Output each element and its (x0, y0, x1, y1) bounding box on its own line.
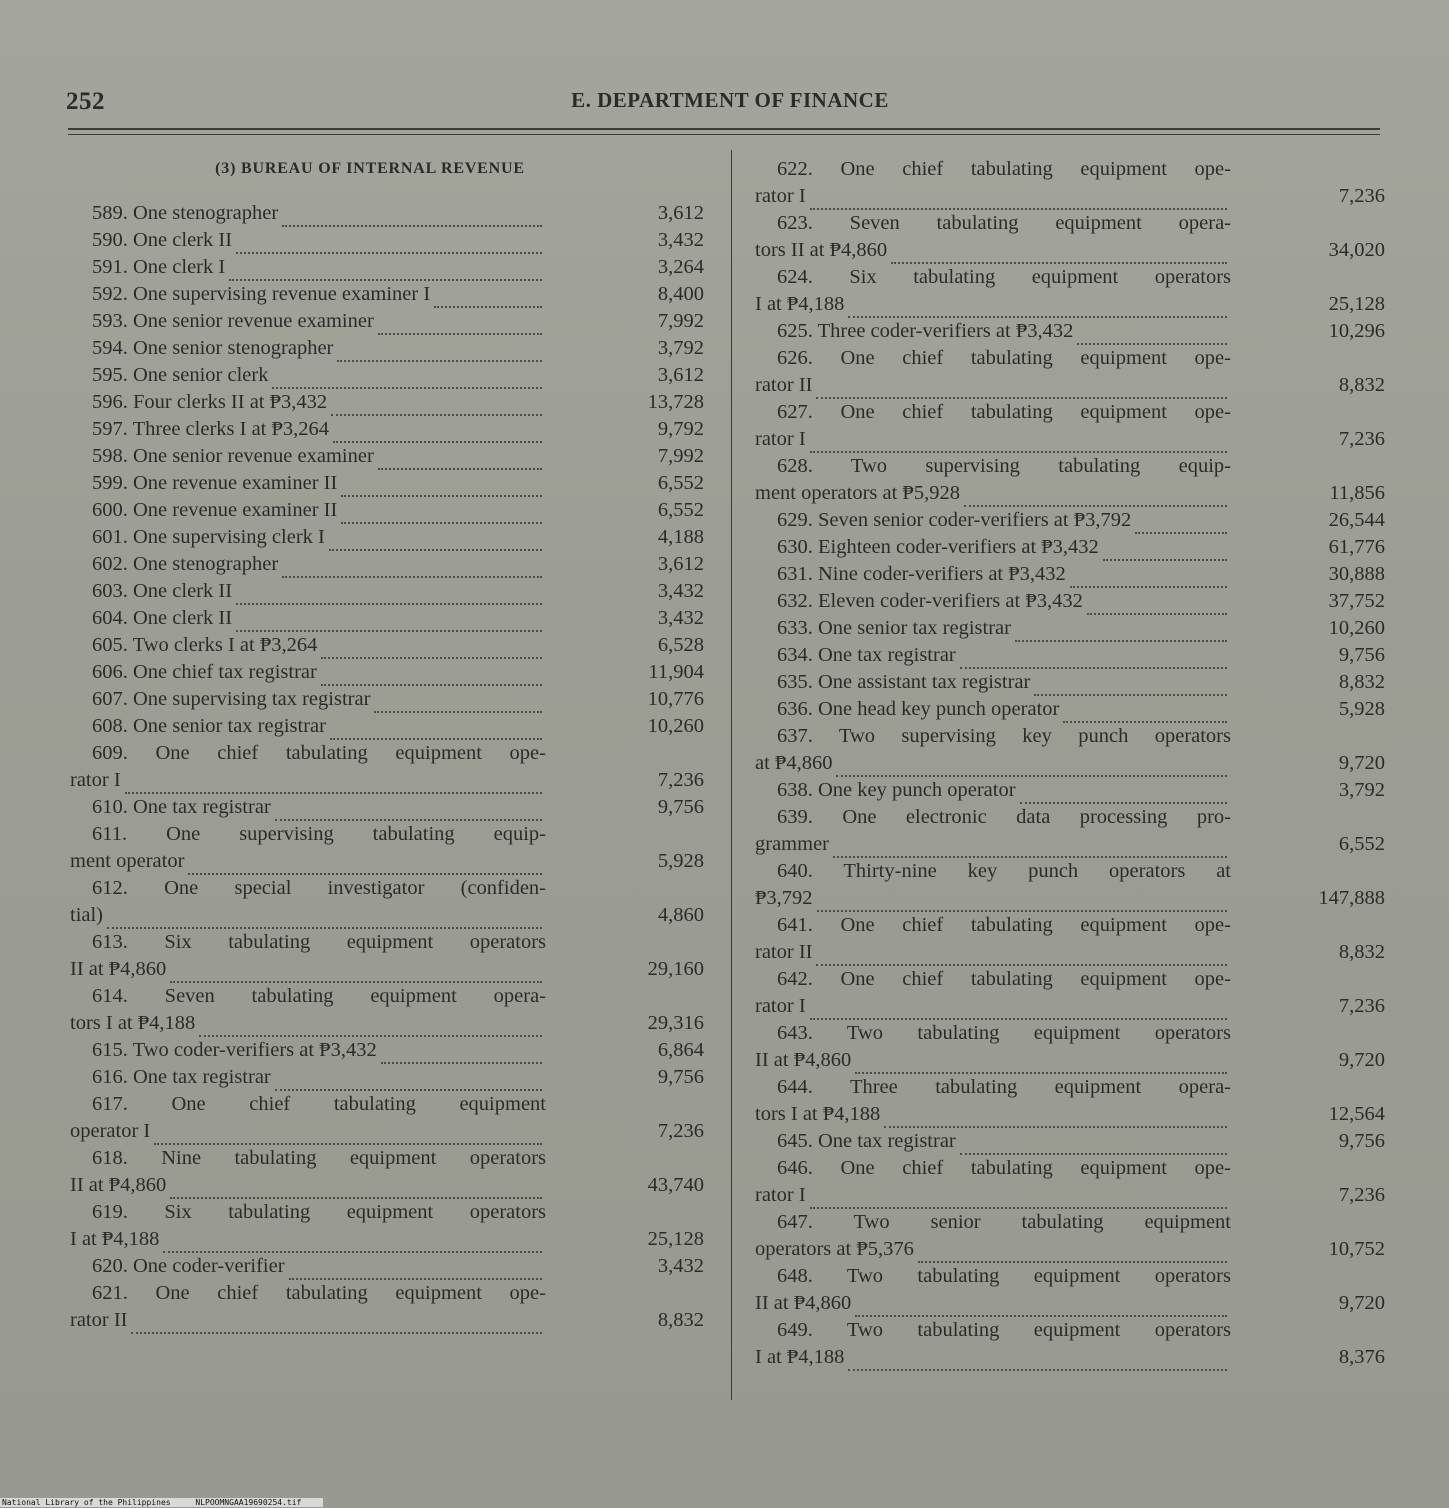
dot-leader (855, 1066, 1227, 1074)
line-item (70, 659, 710, 686)
item-text-line: 622. One chief tabulating equipment ope- (777, 158, 1231, 180)
line-item (755, 1128, 1385, 1155)
line-item (70, 605, 710, 632)
item-amount: 8,832 (1338, 671, 1385, 693)
item-text-line: rator II (755, 941, 813, 963)
item-text-line: 609. One chief tabulating equipment ope- (92, 742, 546, 764)
item-amount: 29,160 (647, 958, 704, 980)
line-item (755, 210, 1385, 264)
item-amount: 5,928 (1338, 698, 1385, 720)
item-amount: 5,928 (657, 850, 704, 872)
line-item (70, 443, 710, 470)
section-title: (3) BUREAU OF INTERNAL REVENUE (215, 160, 525, 177)
item-text-line: 602. One stenographer (92, 553, 279, 575)
dot-leader (170, 975, 542, 983)
dot-leader (337, 354, 542, 362)
line-item (70, 740, 710, 794)
dot-leader (434, 300, 542, 308)
item-amount: 3,432 (657, 607, 704, 629)
line-item (755, 858, 1385, 912)
item-amount: 4,188 (657, 526, 704, 548)
line-item (70, 524, 710, 551)
dot-leader (960, 1147, 1227, 1155)
dot-leader (199, 1029, 542, 1037)
line-item (70, 983, 710, 1037)
dot-leader (107, 921, 542, 929)
dot-leader (810, 1012, 1227, 1020)
line-item (70, 1199, 710, 1253)
line-item (70, 578, 710, 605)
item-amount: 10,296 (1328, 320, 1385, 342)
dot-leader (1020, 796, 1227, 804)
dot-leader (816, 958, 1227, 966)
footer-library: National Library of the Philippines (2, 1498, 171, 1507)
item-text-line: 613. Six tabulating equipment operators (92, 931, 546, 953)
item-text-line: operator I (70, 1120, 151, 1142)
dot-leader (855, 1309, 1227, 1317)
line-item (755, 507, 1385, 534)
item-amount: 7,236 (657, 1120, 704, 1142)
item-text-line: 603. One clerk II (92, 580, 233, 602)
dot-leader (275, 813, 542, 821)
header-rule-thick (68, 128, 1380, 130)
line-item (755, 588, 1385, 615)
item-text-line: 643. Two tabulating equipment operators (777, 1022, 1231, 1044)
line-item (70, 281, 710, 308)
line-item (755, 534, 1385, 561)
item-amount: 10,776 (647, 688, 704, 710)
item-text-line: 608. One senior tax registrar (92, 715, 326, 737)
item-text-line: ₱3,792 (755, 887, 813, 909)
item-amount: 9,720 (1338, 752, 1385, 774)
dot-leader (236, 597, 542, 605)
item-amount: 9,756 (657, 1066, 704, 1088)
line-item (70, 308, 710, 335)
item-amount: 13,728 (647, 391, 704, 413)
item-text-line: 591. One clerk I (92, 256, 226, 278)
item-text-line: 615. Two coder-verifiers at ₱3,432 (92, 1039, 377, 1061)
dot-leader (964, 499, 1227, 507)
dot-leader (381, 1056, 542, 1064)
line-item (70, 713, 710, 740)
item-text-line: 616. One tax registrar (92, 1066, 271, 1088)
line-item (755, 723, 1385, 777)
dot-leader (848, 1363, 1227, 1371)
item-amount: 7,236 (657, 769, 704, 791)
item-amount: 9,720 (1338, 1049, 1385, 1071)
item-amount: 29,316 (647, 1012, 704, 1034)
item-text-line: grammer (755, 833, 829, 855)
item-amount: 61,776 (1328, 536, 1385, 558)
dot-leader (289, 1272, 542, 1280)
item-text-line: 623. Seven tabulating equipment opera- (777, 212, 1231, 234)
item-text-line: 647. Two senior tabulating equipment (777, 1211, 1231, 1233)
line-item (755, 642, 1385, 669)
item-amount: 9,720 (1338, 1292, 1385, 1314)
item-text-line: 633. One senior tax registrar (777, 617, 1011, 639)
dot-leader (891, 256, 1227, 264)
line-item (70, 362, 710, 389)
item-amount: 9,756 (657, 796, 704, 818)
item-text-line: rator II (70, 1309, 128, 1331)
item-text-line: 635. One assistant tax registrar (777, 671, 1031, 693)
item-amount: 8,376 (1338, 1346, 1385, 1368)
item-text-line: 620. One coder-verifier (92, 1255, 285, 1277)
dot-leader (331, 408, 542, 416)
dot-leader (848, 310, 1227, 318)
item-text-line: 600. One revenue examiner II (92, 499, 338, 521)
dot-leader (170, 1191, 542, 1199)
item-amount: 6,528 (657, 634, 704, 656)
item-text-line: 589. One stenographer (92, 202, 279, 224)
line-item (755, 912, 1385, 966)
item-text-line: 649. Two tabulating equipment operators (777, 1319, 1231, 1341)
line-item (70, 497, 710, 524)
item-amount: 25,128 (647, 1228, 704, 1250)
item-text-line: I at ₱4,188 (755, 293, 845, 315)
item-amount: 6,552 (657, 472, 704, 494)
dot-leader (1103, 553, 1227, 561)
line-item (70, 1037, 710, 1064)
item-text-line: ment operators at ₱5,928 (755, 482, 960, 504)
item-text-line: 610. One tax registrar (92, 796, 271, 818)
item-amount: 7,992 (657, 310, 704, 332)
item-text-line: tial) (70, 904, 104, 926)
item-text-line: 642. One chief tabulating equipment ope- (777, 968, 1231, 990)
item-amount: 6,552 (1338, 833, 1385, 855)
item-text-line: 597. Three clerks I at ₱3,264 (92, 418, 330, 440)
item-amount: 10,752 (1328, 1238, 1385, 1260)
item-amount: 8,400 (657, 283, 704, 305)
dot-leader (1077, 337, 1227, 345)
line-item (70, 227, 710, 254)
item-amount: 9,756 (1338, 1130, 1385, 1152)
item-amount: 43,740 (647, 1174, 704, 1196)
dot-leader (229, 273, 542, 281)
item-amount: 26,544 (1328, 509, 1385, 531)
item-amount: 3,432 (657, 229, 704, 251)
dot-leader (960, 661, 1227, 669)
line-item (70, 416, 710, 443)
line-item (70, 1091, 710, 1145)
dot-leader (378, 327, 542, 335)
line-item (70, 1253, 710, 1280)
dot-leader (1034, 688, 1227, 696)
item-text-line: tors I at ₱4,188 (755, 1103, 881, 1125)
item-text-line: 627. One chief tabulating equipment ope- (777, 401, 1231, 423)
line-item (70, 551, 710, 578)
item-text-line: 646. One chief tabulating equipment ope- (777, 1157, 1231, 1179)
line-item (755, 1020, 1385, 1074)
column-divider (731, 150, 732, 1400)
line-item (70, 335, 710, 362)
dot-leader (1063, 715, 1227, 723)
item-amount: 8,832 (657, 1309, 704, 1331)
item-text-line: 626. One chief tabulating equipment ope- (777, 347, 1231, 369)
line-item (755, 1263, 1385, 1317)
item-text-line: 607. One supervising tax registrar (92, 688, 371, 710)
running-head: E. DEPARTMENT OF FINANCE (571, 88, 889, 112)
line-item (70, 1280, 710, 1334)
item-amount: 6,552 (657, 499, 704, 521)
dot-leader (282, 219, 542, 227)
item-text-line: 618. Nine tabulating equipment operators (92, 1147, 546, 1169)
item-amount: 8,832 (1338, 374, 1385, 396)
dot-leader (374, 705, 542, 713)
line-item (70, 389, 710, 416)
dot-leader (1135, 526, 1227, 534)
line-item (755, 777, 1385, 804)
item-text-line: ment operator (70, 850, 185, 872)
item-text-line: 617. One chief tabulating equipment (92, 1093, 546, 1115)
line-item (755, 1209, 1385, 1263)
line-item (755, 1155, 1385, 1209)
left-column (70, 160, 710, 1334)
item-text-line: 625. Three coder-verifiers at ₱3,432 (777, 320, 1074, 342)
item-text-line: 594. One senior stenographer (92, 337, 334, 359)
dot-leader (810, 1201, 1227, 1209)
item-text-line: 637. Two supervising key punch operators (777, 725, 1231, 747)
item-amount: 8,832 (1338, 941, 1385, 963)
item-text-line: II at ₱4,860 (70, 958, 167, 980)
dot-leader (378, 462, 542, 470)
item-amount: 10,260 (1328, 617, 1385, 639)
item-text-line: 599. One revenue examiner II (92, 472, 338, 494)
item-text-line: tors I at ₱4,188 (70, 1012, 196, 1034)
line-item (755, 453, 1385, 507)
left-item-list (70, 200, 710, 1334)
item-text-line: at ₱4,860 (755, 752, 833, 774)
item-text-line: 636. One head key punch operator (777, 698, 1060, 720)
dot-leader (188, 867, 542, 875)
dot-leader (836, 769, 1227, 777)
dot-leader (1087, 607, 1227, 615)
line-item (755, 615, 1385, 642)
line-item (70, 200, 710, 227)
item-text-line: 640. Thirty-nine key punch operators at (777, 860, 1231, 882)
dot-leader (131, 1326, 542, 1334)
dot-leader (1070, 580, 1227, 588)
dot-leader (236, 246, 542, 254)
item-text-line: rator I (755, 428, 806, 450)
item-amount: 3,612 (657, 202, 704, 224)
dot-leader (810, 202, 1227, 210)
item-text-line: 630. Eighteen coder-verifiers at ₱3,432 (777, 536, 1099, 558)
line-item (70, 686, 710, 713)
item-text-line: 593. One senior revenue examiner (92, 310, 374, 332)
item-amount: 3,432 (657, 1255, 704, 1277)
item-amount: 7,236 (1338, 1184, 1385, 1206)
dot-leader (272, 381, 542, 389)
dot-leader (918, 1255, 1227, 1263)
item-amount: 7,236 (1338, 185, 1385, 207)
item-text-line: operators at ₱5,376 (755, 1238, 914, 1260)
item-text-line: 638. One key punch operator (777, 779, 1016, 801)
line-item (70, 1064, 710, 1091)
line-item (755, 696, 1385, 723)
item-text-line: 601. One supervising clerk I (92, 526, 325, 548)
item-text-line: 611. One supervising tabulating equip- (92, 823, 546, 845)
line-item (755, 156, 1385, 210)
line-item (755, 264, 1385, 318)
item-text-line: 644. Three tabulating equipment opera- (777, 1076, 1231, 1098)
item-text-line: rator II (755, 374, 813, 396)
item-amount: 12,564 (1328, 1103, 1385, 1125)
dot-leader (154, 1137, 542, 1145)
item-text-line: I at ₱4,188 (70, 1228, 160, 1250)
item-text-line: 645. One tax registrar (777, 1130, 956, 1152)
item-text-line: 632. Eleven coder-verifiers at ₱3,432 (777, 590, 1083, 612)
header-rule-thin (68, 134, 1380, 135)
dot-leader (333, 435, 542, 443)
item-text-line: rator I (755, 185, 806, 207)
dot-leader (330, 732, 542, 740)
dot-leader (817, 904, 1227, 912)
item-text-line: 629. Seven senior coder-verifiers at ₱3,792 (777, 509, 1132, 531)
right-column (755, 156, 1385, 1371)
line-item (755, 1074, 1385, 1128)
item-amount: 9,756 (1338, 644, 1385, 666)
line-item (70, 470, 710, 497)
dot-leader (329, 543, 542, 551)
dot-leader (163, 1245, 542, 1253)
item-amount: 11,856 (1329, 482, 1385, 504)
item-text-line: 628. Two supervising tabulating equip- (777, 455, 1231, 477)
item-amount: 3,792 (657, 337, 704, 359)
line-item (755, 318, 1385, 345)
item-text-line: 598. One senior revenue examiner (92, 445, 374, 467)
dot-leader (282, 570, 542, 578)
line-item (70, 821, 710, 875)
item-text-line: rator I (70, 769, 121, 791)
line-item (755, 669, 1385, 696)
item-text-line: 624. Six tabulating equipment operators (777, 266, 1231, 288)
item-text-line: 590. One clerk II (92, 229, 233, 251)
item-amount: 3,792 (1338, 779, 1385, 801)
dot-leader (341, 516, 542, 524)
item-text-line: 606. One chief tax registrar (92, 661, 317, 683)
item-amount: 3,612 (657, 553, 704, 575)
item-amount: 10,260 (647, 715, 704, 737)
item-amount: 9,792 (657, 418, 704, 440)
item-amount: 34,020 (1328, 239, 1385, 261)
dot-leader (321, 651, 542, 659)
item-amount: 37,752 (1328, 590, 1385, 612)
item-amount: 4,860 (657, 904, 704, 926)
item-text-line: 621. One chief tabulating equipment ope- (92, 1282, 546, 1304)
item-text-line: rator I (755, 1184, 806, 1206)
line-item (755, 966, 1385, 1020)
item-amount: 147,888 (1318, 887, 1385, 909)
item-text-line: 631. Nine coder-verifiers at ₱3,432 (777, 563, 1066, 585)
item-text-line: 619. Six tabulating equipment operators (92, 1201, 546, 1223)
dot-leader (236, 624, 542, 632)
item-amount: 3,432 (657, 580, 704, 602)
line-item (70, 875, 710, 929)
dot-leader (1015, 634, 1227, 642)
right-item-list (755, 156, 1385, 1371)
item-amount: 3,264 (657, 256, 704, 278)
line-item (70, 254, 710, 281)
item-text-line: 639. One electronic data processing pro- (777, 806, 1231, 828)
item-text-line: II at ₱4,860 (755, 1292, 852, 1314)
dot-leader (810, 445, 1227, 453)
item-text-line: I at ₱4,188 (755, 1346, 845, 1368)
scan-footer (0, 1498, 323, 1507)
dot-leader (816, 391, 1227, 399)
line-item (70, 1145, 710, 1199)
item-amount: 6,864 (657, 1039, 704, 1061)
footer-file: NLPOOMNGAA19690254.tif (195, 1498, 302, 1507)
item-text-line: 612. One special investigator (confiden- (92, 877, 546, 899)
line-item (755, 1317, 1385, 1371)
item-amount: 7,992 (657, 445, 704, 467)
item-text-line: tors II at ₱4,860 (755, 239, 888, 261)
item-text-line: 641. One chief tabulating equipment ope- (777, 914, 1231, 936)
line-item (755, 399, 1385, 453)
dot-leader (321, 678, 542, 686)
page-number: 252 (66, 88, 105, 115)
item-text-line: 596. Four clerks II at ₱3,432 (92, 391, 328, 413)
line-item (70, 929, 710, 983)
item-amount: 7,236 (1338, 995, 1385, 1017)
item-text-line: 605. Two clerks I at ₱3,264 (92, 634, 318, 656)
item-text-line: 595. One senior clerk (92, 364, 269, 386)
item-text-line: 648. Two tabulating equipment operators (777, 1265, 1231, 1287)
line-item (70, 794, 710, 821)
item-amount: 11,904 (648, 661, 704, 683)
dot-leader (125, 786, 542, 794)
line-item (755, 345, 1385, 399)
item-text-line: II at ₱4,860 (70, 1174, 167, 1196)
item-text-line: rator I (755, 995, 806, 1017)
item-text-line: 592. One supervising revenue examiner I (92, 283, 431, 305)
item-amount: 25,128 (1328, 293, 1385, 315)
item-amount: 7,236 (1338, 428, 1385, 450)
dot-leader (884, 1120, 1227, 1128)
item-text-line: II at ₱4,860 (755, 1049, 852, 1071)
line-item (755, 561, 1385, 588)
dot-leader (341, 489, 542, 497)
line-item (70, 632, 710, 659)
item-text-line: 614. Seven tabulating equipment opera- (92, 985, 546, 1007)
dot-leader (275, 1083, 542, 1091)
item-amount: 30,888 (1328, 563, 1385, 585)
item-text-line: 604. One clerk II (92, 607, 233, 629)
dot-leader (833, 850, 1227, 858)
item-text-line: 634. One tax registrar (777, 644, 956, 666)
item-amount: 3,612 (657, 364, 704, 386)
line-item (755, 804, 1385, 858)
